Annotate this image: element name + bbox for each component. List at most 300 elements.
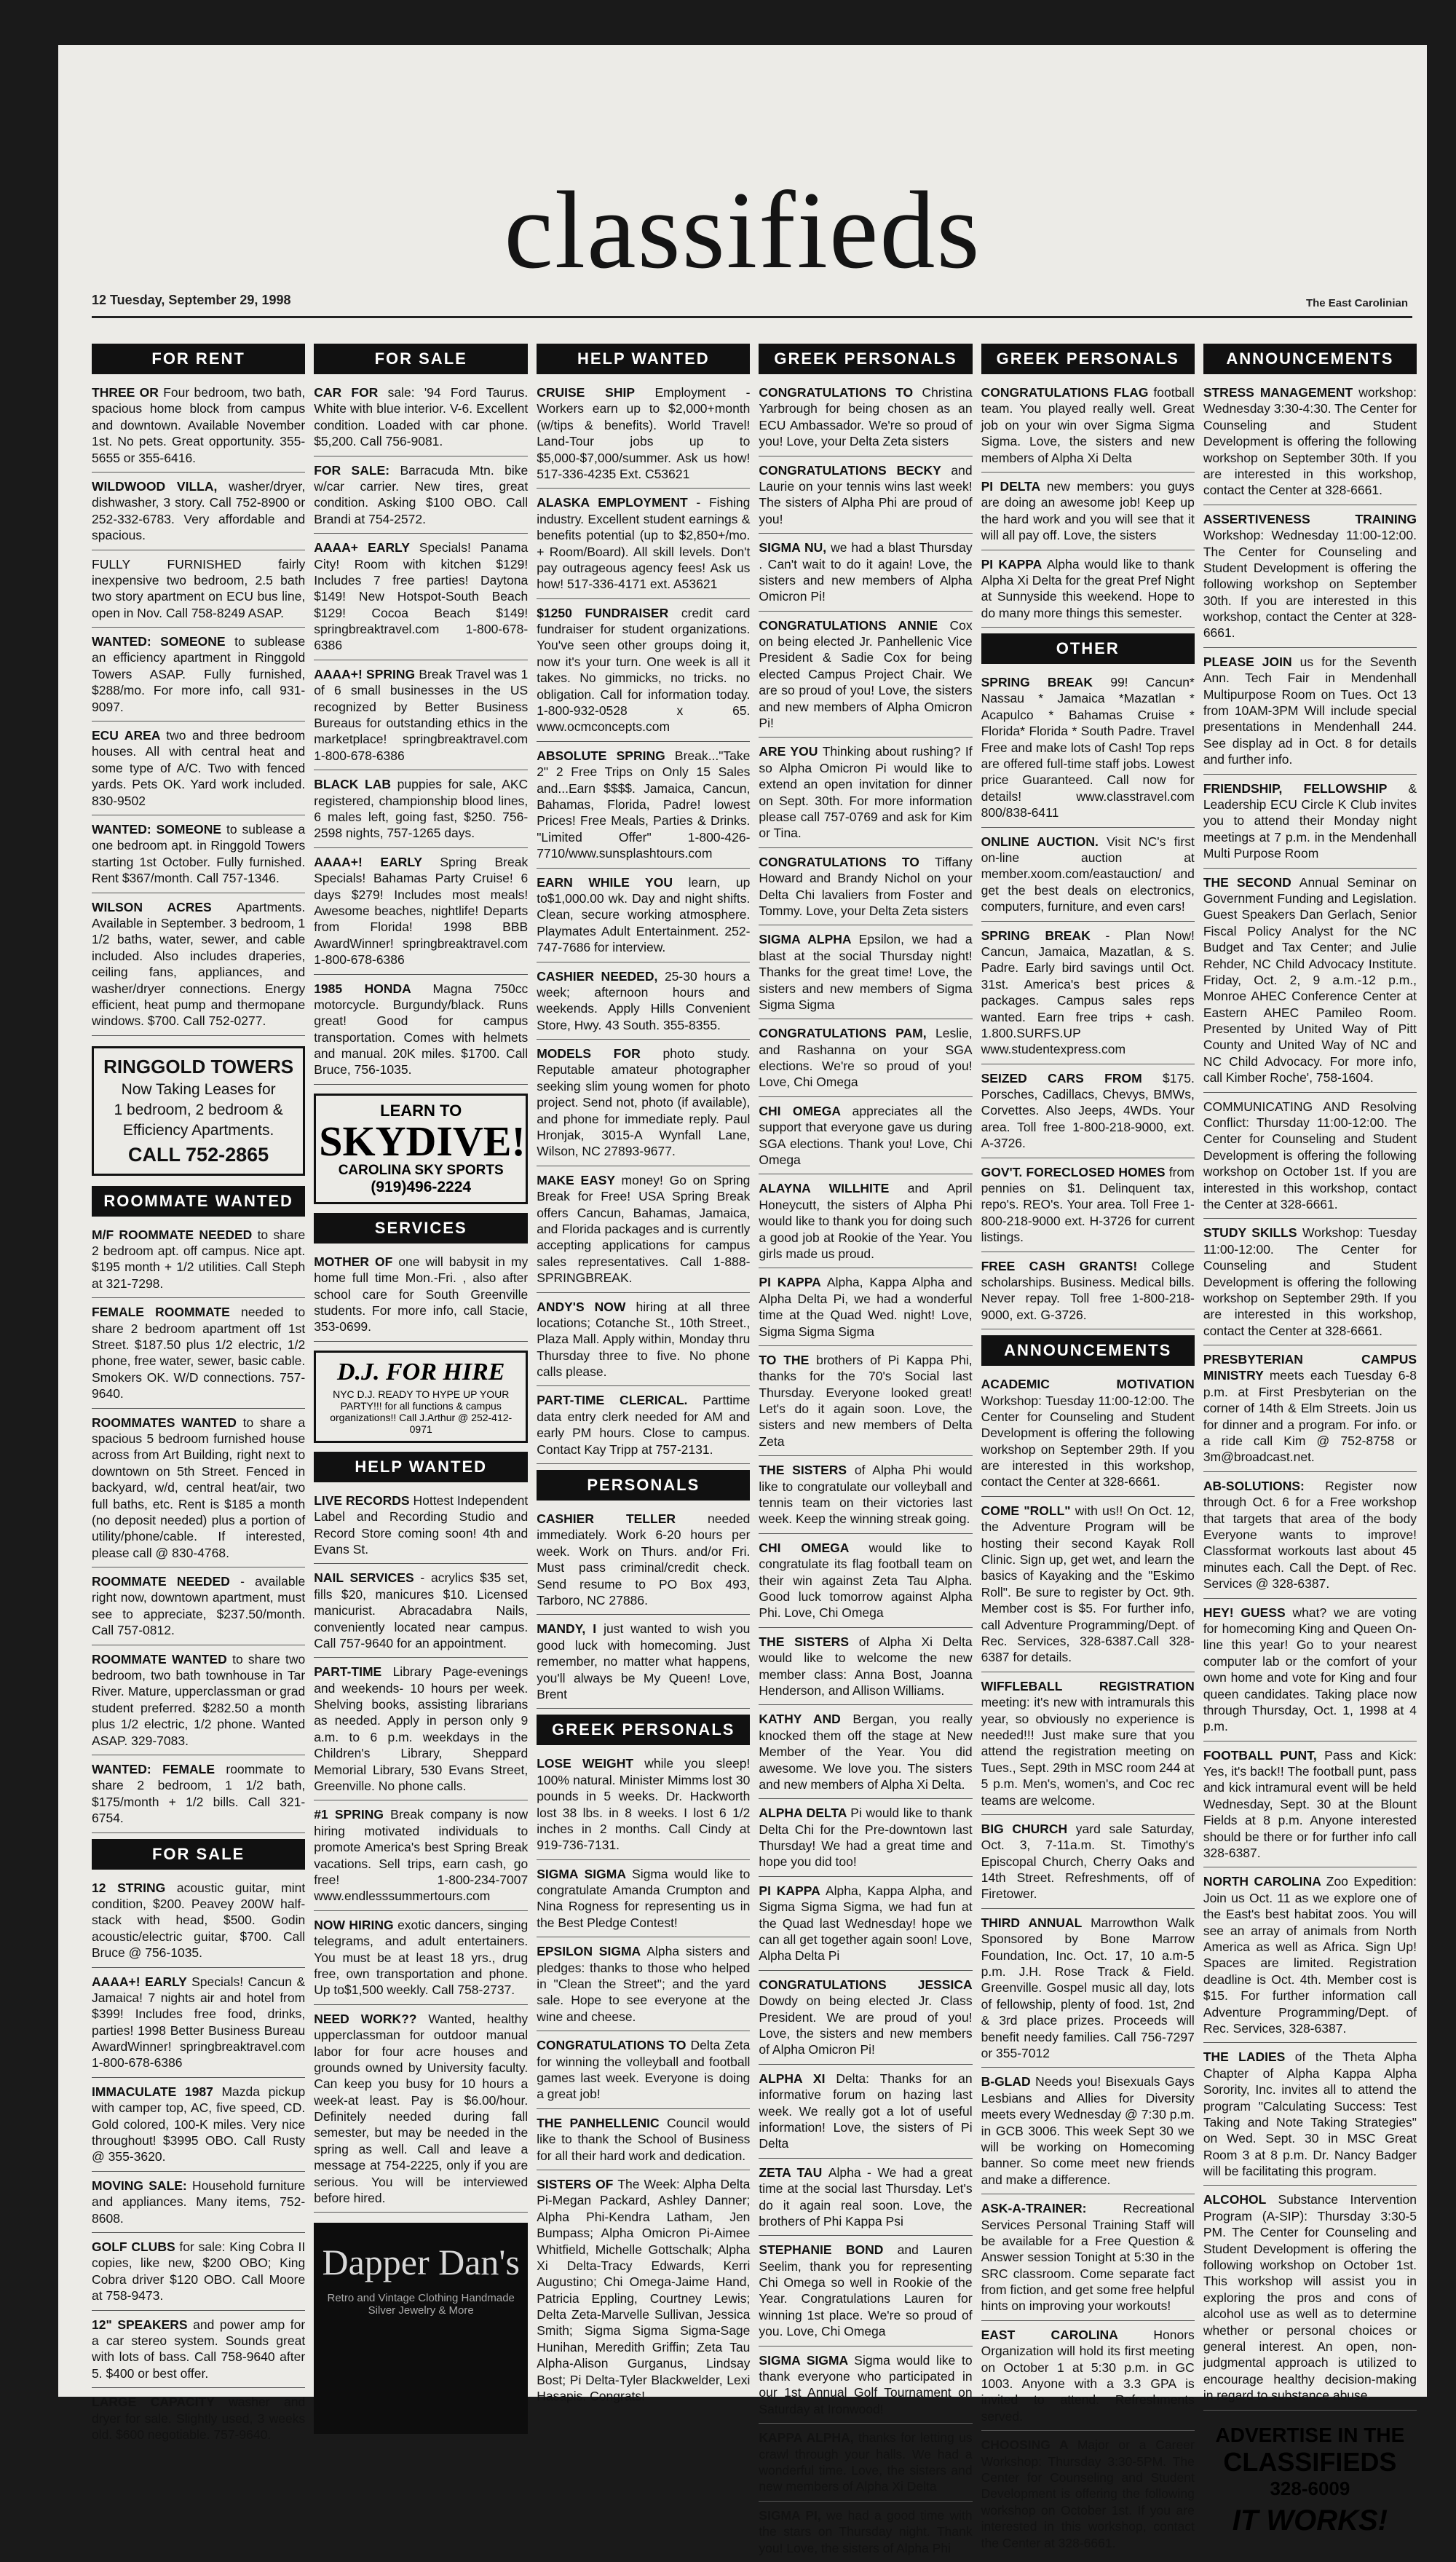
ad-text: to share a spacious 5 bedroom furnished house across from Art Building, right next to downtown on 5th Street. Fenced in backyard, w/d, central heat/air, two full baths, etc. Rent is $185 a month (no deposit needed) plus a portion of utility/phone/cable. If interested, please call @ 830-4768. — [92, 1415, 306, 1560]
advertise-a: ADVERTISE IN THE — [1215, 2423, 1405, 2446]
classified-ad — [537, 1621, 750, 1709]
ad-lead: KATHY AND — [759, 1712, 853, 1727]
ad-lead: TO THE — [759, 1352, 817, 1367]
classified-ad — [92, 2317, 305, 2389]
ad-text: Parttime data entry clerk needed for AM and early PM hours. Close to campus. Contact Kay Tripp at 757-2131. — [537, 1393, 751, 1457]
classified-ad — [981, 1821, 1195, 1909]
ad-lead: CONGRATULATIONS TO — [759, 854, 935, 869]
ad-lead: ALAYNA WILLHITE — [759, 1181, 908, 1196]
ad-lead: WIFFLEBALL REGISTRATION — [981, 1678, 1195, 1693]
ad-lead: THE LADIES — [1203, 2049, 1295, 2065]
classified-ad — [759, 1634, 972, 1706]
classified-ad — [1203, 2191, 1417, 2410]
ad-lead: LARGE CAPACITY — [92, 2395, 229, 2410]
ad-text: Dowdy on being elected Jr. Class President. We are proud of you! Love, the sisters and new members of Alpha Omicron Pi! — [759, 1993, 973, 2057]
classified-ad — [537, 1943, 750, 2031]
classified-ad — [759, 1883, 972, 1971]
dapper-dans-ad — [314, 2223, 528, 2434]
ad-lead: BIG CHURCH — [981, 1821, 1076, 1836]
classified-ad — [981, 1503, 1195, 1672]
ad-lead: ANDY'S NOW — [537, 1299, 636, 1314]
ad-text: of Alpha Phi would like to congratulate our volleyball and tennis team on their victories last week. Keep the winning streak going. — [759, 1463, 973, 1527]
ad-text: of the Theta Alpha Chapter of Alpha Kappa Alpha Sorority, Inc. invites all to attend the program "Calculating Success: Test Taking and Note Taking Strategies" on Wed. Sept. 30 in MSC Great Room 3 at 8 p.m. Dr. Nancy Badger will be facilitating this program. — [1203, 2049, 1417, 2179]
ad-lead: NORTH CAROLINA — [1203, 1874, 1326, 1889]
ad-text: of Alpha Xi Delta would like to welcome the new member class: Anna Bost, Joanna Henderson, and Allison Williams. — [759, 1634, 973, 1698]
ad-lead: AAAA+ EARLY — [314, 540, 419, 556]
classified-ad — [314, 2011, 528, 2213]
ad-text: 99! Cancun* Nassau * Jamaica *Mazatlan * Acapulco * Bahamas Cruise * Florida* Florida * South Padre. Travel Free and make lots of Cash! Top reps are offered full-time staff jobs. Lowest price Guaranteed. Call now for details! www.classtravel.com 800/838-6411 — [981, 675, 1195, 821]
ad-text: College scholarships. Business. Medical bills. Never repay. Toll free 1-800-218-9000, ext. G-3726. — [981, 1258, 1195, 1322]
classified-ad — [314, 1806, 528, 1910]
classified-ad — [314, 1917, 528, 2005]
classified-ad — [92, 2084, 305, 2172]
classified-ad — [981, 1915, 1195, 2068]
ad-text: Delta: Thanks for an informative forum on hazing last week. We really got a lot of useful information! Love, the sisters of Pi Delta — [759, 2071, 973, 2151]
classified-ad — [92, 899, 305, 1036]
classified-ad — [314, 539, 528, 660]
ad-lead: ABSOLUTE SPRING — [537, 748, 675, 763]
section-heading: ANNOUNCEMENTS — [981, 1335, 1195, 1366]
column-6 — [1203, 344, 1417, 2537]
ad-text: Epsilon, we had a blast at the social Thursday night! Thanks for the great time! Love, the sisters and new members of Sigma Sigma Sigma — [759, 932, 973, 1012]
ad-text: - Fishing industry. Excellent student earnings & benefits potential (up to $2,850+/mo. + Room/Board). All skill levels. Don't pay outrageous agency fees! Ask us how! 517-336-4171 ext. A53621 — [537, 495, 751, 592]
ad-text: to share two bedroom, two bath townhouse in Tar River. Mature, upperclassman or grad student preferred. $282.50 a month plus 1/2 electric, 1/2 phone. Wanted ASAP. 329-7083. — [92, 1651, 306, 1748]
ad-text: Alpha - We had a great time at the social last Thursday. Let's do it again real soon. Love, the brothers of Phi Kappa Psi — [759, 2164, 973, 2229]
classified-ad — [1203, 654, 1417, 775]
ad-text: us for the Seventh Ann. Tech Fair in Mendenhall Multipurpose Room on Tues. Oct 13 from 10AM-3PM Will include special presentations in Mendenhall 244. See display ad in Oct. 8 for details and further info. — [1203, 654, 1417, 767]
ad-text: Pi would like to thank Delta Chi for the Pre-downtown last Thursday! We had a great time and hope you did too! — [759, 1806, 973, 1870]
ad-lead: EARN WHILE YOU — [537, 874, 689, 890]
ringgold-towers-ad — [92, 1046, 305, 1176]
ad-text: from pennies on $1. Delinquent tax, repo's. REO's. Your area. Toll Free 1-800-218-9000 ext. H-3726 for current listings. — [981, 1164, 1195, 1245]
classified-ad — [981, 2073, 1195, 2194]
ad-text: washer/dryer, dishwasher, 3 story. Call 752-8900 or 252-332-6783. Very affordable and spacious. — [92, 478, 306, 543]
ad-text: with us!! On Oct. 12, the Adventure Program will be hosting their second Kayak Roll Clinic. Sign up, get wet, and learn the basics of Kayaking and the "Eskimo Roll". Be sure to register by Oct. 9th. Member cost is $5. For further info, call Adventure Programming/Dept. of Rec. Services, 328-6387.Call 328-6387 for details. — [981, 1503, 1195, 1665]
classified-ad — [759, 2507, 972, 2562]
ad-lead: FRIENDSHIP, FELLOWSHIP — [1203, 780, 1409, 796]
ad-text: roommate to share 2 bedroom, 1 1/2 bath, $175/month + 1/2 bills. Call 321-6754. — [92, 1762, 306, 1826]
box-line: Now Taking Leases for — [121, 1080, 276, 1098]
classified-ad — [92, 2394, 305, 2448]
classified-ad — [537, 1866, 750, 1938]
ad-text: Barracuda Mtn. bike w/car carrier. New tires, great condition. Asking $100 OBO. Call Brandi at 754-2572. — [314, 462, 529, 526]
ad-lead: NEED WORK?? — [314, 2011, 429, 2026]
ad-text: and power amp for a car stereo system. Sounds great with lots of bass. Call 758-9640 after 5. $400 or best offer. — [92, 2317, 306, 2381]
advertise-c: 328-6009 — [1270, 2477, 1350, 2499]
classified-ad — [1203, 1225, 1417, 1345]
ad-lead: COME "ROLL" — [981, 1503, 1075, 1518]
classified-ad — [537, 874, 750, 962]
ad-lead: ACADEMIC MOTIVATION — [981, 1377, 1195, 1392]
ad-text: Specials! Panama City! Room with kitchen $129! Includes 7 free parties! Daytona $149! New Hotspot-South Beach $129! Cocoa Beach $149! springbreaktravel.com 1-800-678-6386 — [314, 540, 529, 653]
box-line: Efficiency Apartments. — [122, 1121, 274, 1139]
ad-text: Alpha sisters and pledges: thanks to those who helped in "Clean the Street"; and the yard sale. Hope to see everyone at the wine and cheese. — [537, 1944, 751, 2024]
ad-lead: WILDWOOD VILLA, — [92, 478, 229, 494]
classified-ad — [92, 2239, 305, 2311]
ad-text: two and three bedroom houses. All with central heat and some type of A/C. Two with fenced yards. Pets OK. Yard work included. 830-9502 — [92, 728, 306, 808]
ad-lead: ASK-A-TRAINER: — [981, 2201, 1123, 2216]
classified-ad — [759, 854, 972, 926]
ad-text: Delta Zeta for winning the volleyball and football games last week. Everyone is doing a great job! — [537, 2038, 751, 2102]
ad-lead: CONGRATULATIONS PAM, — [759, 1026, 936, 1041]
ad-text: Tiffany Howard and Brandy Nichol on your Delta Chi lavaliers from Foster and Tommy. Love, your Delta Zeta sisters — [759, 854, 973, 918]
classified-ad — [314, 666, 528, 770]
ad-text: Alpha, Kappa Alpha, and Sigma Sigma Sigma, we had fun at the Quad last Wednesday! hope we can all get together again soon! Love, Alpha Delta Pi — [759, 1883, 973, 1964]
ad-text: - Plan Now! Cancun, Jamaica, Mazatlan, & S. Padre. Early bird savings until Oct. 31st. America's best prices & packages. Campus sales reps wanted. Earn free trips + cash. 1.800.SURFS.UP www.studentexpress.com — [981, 928, 1195, 1057]
classified-ad — [92, 2178, 305, 2233]
classified-ad — [314, 776, 528, 848]
ad-lead: THE SISTERS — [759, 1463, 855, 1478]
ad-text: just wanted to wish you good luck with homecoming. Just remember, no matter what happens, you'll always be My Queen! Love, Brent — [537, 1621, 751, 1701]
dateline: 12 Tuesday, September 29, 1998 — [92, 293, 291, 307]
ad-text: Magna 750cc motorcycle. Burgundy/black. Runs great! Good for campus transportation. Comes with helmets and manual. 20K miles. $1700. Call Bruce, 756-1035. — [314, 981, 529, 1078]
classified-ad — [314, 1492, 528, 1565]
section-heading: GREEK PERSONALS — [759, 344, 972, 374]
ad-text: for sale: King Cobra II copies, like new, $200 OBO; King Cobra driver $120 OBO. Call Moore at 758-9473. — [92, 2239, 306, 2304]
classified-ad — [92, 1651, 305, 1755]
classified-ad — [981, 928, 1195, 1064]
newspaper-page — [58, 45, 1427, 2555]
classified-ad — [92, 1761, 305, 1833]
ad-lead: FEMALE ROOMMATE — [92, 1305, 242, 1320]
classified-ad — [537, 1045, 750, 1166]
classified-ad — [759, 2429, 972, 2502]
classified-ad — [759, 1025, 972, 1097]
ad-text: photo study. Reputable amateur photographer seeking slim young women for photo project. Send not, photo (if available), and phone for immediate reply. Paul Hronjak, 3015-A Wynfall Lane, Wilson, NC 27893-9677. — [537, 1046, 751, 1159]
ad-lead: THE PANHELLENIC — [537, 2115, 667, 2130]
ad-lead: PLEASE JOIN — [1203, 654, 1300, 669]
ad-lead: EAST CAROLINA — [981, 2327, 1154, 2342]
ad-lead: SISTERS OF — [537, 2176, 618, 2191]
section-heading: ROOMMATE WANTED — [92, 1186, 305, 1217]
ad-text: Pass and Kick: Yes, it's back!! The football punt, pass and kick intramural event will be held Wednesday, Sept. 30 at the Blount Fields at 8 p.m. Anyone interested should be there or for further info call 328-6387. — [1203, 1747, 1417, 1861]
classified-ad — [1203, 1747, 1417, 1868]
ad-text: Leslie, and Rashanna on your SGA elections. We're so proud of you! Love, Chi Omega — [759, 1026, 973, 1090]
ad-lead: PI DELTA — [981, 478, 1047, 494]
classified-ad — [537, 968, 750, 1040]
ad-lead: M/F ROOMMATE NEEDED — [92, 1227, 258, 1242]
ad-text: Workshop: Wednesday 11:00-12:00. The Center for Counseling and Student Development is offering the following workshop on September 30th. If you are interested in this workshop, contact the Center at 328-6661. — [1203, 528, 1417, 641]
ad-text: Mazda pickup with camper top, AC, five speed, CD. Gold colored, 100-K miles. Very nice throughout! $3995 OBO. Call Rusty @ 355-3620. — [92, 2084, 306, 2164]
ad-lead: PI KAPPA — [759, 1275, 827, 1290]
ad-lead: 12 STRING — [92, 1880, 177, 1895]
classified-ad — [537, 605, 750, 742]
classified-ad — [314, 1570, 528, 1658]
classified-ad — [1203, 1605, 1417, 1741]
section-heading: SERVICES — [314, 1213, 528, 1244]
classified-ad — [759, 2071, 972, 2159]
classified-ad — [981, 556, 1195, 628]
ad-text: Break Travel was 1 of 6 small businesses in the US recognized by Better Business Bureaus for outstanding ethics in the marketplace! springbreaktravel.com 1-800-678-6386 — [314, 666, 529, 763]
ad-lead: NAIL SERVICES — [314, 1570, 421, 1586]
ad-text: needed immediately. Work 6-20 hours per week. Work on Thurs. and/or Fri. Must pass criminal/credit check. Send resume to PO Box 493, Tarboro, NC 27886. — [537, 1511, 751, 1608]
section-heading: ANNOUNCEMENTS — [1203, 344, 1417, 374]
ad-lead: ALASKA EMPLOYMENT — [537, 495, 697, 510]
classified-ad — [537, 1172, 750, 1293]
classified-ad — [759, 2352, 972, 2424]
ad-lead: ASSERTIVENESS TRAINING — [1203, 511, 1417, 526]
classified-ad — [537, 1511, 750, 1615]
ad-text: $175. Porsches, Cadillacs, Chevys, BMWs, Corvettes. Also Jeeps, 4WDs. Your area. Toll free 1-800-218-9000, ext. A-3726. — [981, 1070, 1195, 1151]
ad-text: money! Go on Spring Break for Free! USA Spring Break offers Cancun, Bahamas, Jamaica, and Florida packages and is currently accepting applications for campus sales representatives. Call 1-888-SPRINGBREAK. — [537, 1172, 751, 1286]
ad-lead: ROOMMATES WANTED — [92, 1415, 243, 1430]
ad-text: Workshop: Tuesday 11:00-12:00. The Center for Counseling and Student Development is offering the following workshop on September 29th. If you are interested in this workshop, contact the Center at 328-6661. — [1203, 1225, 1417, 1338]
classified-ad — [537, 1299, 750, 1387]
classified-ad — [759, 1103, 972, 1175]
dj-a: D.J. FOR HIRE — [336, 1358, 505, 1385]
classified-ad — [759, 1977, 972, 2065]
ad-text: Hottest Independent Label and Recording Studio and Record Store coming soon! 4th and Evans St. — [314, 1492, 529, 1557]
ad-lead: CONGRATULATIONS JESSICA — [759, 1977, 973, 1992]
ad-text: exotic dancers, singing telegrams, and adult entertainers. You must be at least 18 yrs., drug free, own transportation and phone. Up to$1,500 weekly. Call 758-2737. — [314, 1917, 529, 1998]
ad-text: would like to congratulate its flag football team on their win against Zeta Tau Alpha. Good luck tomorrow against Alpha Phi. Love, Chi Omega — [759, 1540, 973, 1621]
ad-lead: SIGMA NU, — [759, 540, 831, 556]
classifieds-columns — [92, 344, 1417, 2555]
ad-text: and April Honeycutt, the sisters of Alpha Phi would like to thank you for doing such a good job at Rookie of the Year. You girls made us proud. — [759, 1181, 973, 1261]
classified-ad — [1203, 2049, 1417, 2186]
skydive-a: LEARN TO — [380, 1101, 462, 1120]
ad-lead: MAKE EASY — [537, 1172, 622, 1187]
ad-lead: AAAA+! EARLY — [314, 854, 440, 869]
ad-lead: PRESBYTERIAN CAMPUS MINISTRY — [1203, 1352, 1417, 1383]
ad-lead: SIGMA PI, — [759, 2507, 826, 2523]
classified-ad — [314, 981, 528, 1085]
skydive-c: CAROLINA SKY SPORTS — [338, 1162, 504, 1178]
ad-text: thanks for letting us crawl through your halls. We had a wonderful time. Love, the sisters and new members of Alpha Xi Delta — [759, 2430, 973, 2494]
ad-text: brothers of Pi Kappa Phi, thanks for the 70's Social last Thursday. Everyone looked great! Let's do it again soon. Love, the sisters and new members of Delta Zeta — [759, 1352, 973, 1449]
ad-text: yard sale Saturday, Oct. 3, 7-11a.m. St. Timothy's Episcopal Church, Cherry Oaks and 14th Street. Refreshments, off of Firetower. — [981, 1821, 1195, 1902]
ad-lead: THE SECOND — [1203, 874, 1299, 890]
ad-text: - acrylics $35 set, fills $20, manicures $10. Licensed manicurist. Abracadabra Nails, conveniently located near campus. Call 757-9640 for an appointment. — [314, 1570, 529, 1650]
classified-ad — [981, 2437, 1195, 2557]
classified-ad — [1203, 874, 1417, 1093]
advertise-b: CLASSIFIEDS — [1223, 2446, 1397, 2477]
ad-lead: CHI OMEGA — [759, 1540, 869, 1555]
ad-lead: LOSE WEIGHT — [537, 1756, 645, 1771]
ad-text: Specials! Cancun & Jamaica! 7 nights air and hotel from $399! Includes free food, drinks, parties! 1998 Better Business Bureau AwardWinner! springbreaktravel.com 1-800-678-6386 — [92, 1974, 306, 2071]
ad-lead: ROOMMATE WANTED — [92, 1651, 233, 1667]
ad-text: and Lauren Seelim, thank you for representing Chi Omega so well in Rookie of the Year. Congratulations Lauren for winning 1st place. We're so proud of you. Love, Chi Omega — [759, 2242, 973, 2339]
classified-ad — [981, 1258, 1195, 1330]
ad-text: to share 2 bedroom apt. off campus. Nice apt. $195 month + 1/2 utilities. Call Steph at 321-7298. — [92, 1227, 306, 1291]
ad-text: learn, up to$1,000.00 wk. Day and night shifts. Clean, secure working atmosphere. Playmates Adult Entertainment. 252-747-7686 for interview. — [537, 874, 751, 955]
ad-lead: SIGMA SIGMA — [537, 1866, 633, 1881]
ad-lead: MOVING SALE: — [92, 2178, 193, 2193]
classified-ad — [759, 617, 972, 738]
box-line: 1 bedroom, 2 bedroom & — [114, 1101, 283, 1118]
ad-text: Sigma would like to thank everyone who participated in our 1st Annual Golf Tournament on Saturday at Ironwood! — [759, 2352, 973, 2416]
ad-lead: THREE OR — [92, 385, 164, 400]
classified-ad — [92, 1227, 305, 1299]
ad-text: Alpha would like to thank Alpha Xi Delta for the great Pref Night at Sunnyside this weekend. Hope to do many more things this semester. — [981, 556, 1195, 620]
classified-ad — [1203, 1478, 1417, 1599]
classified-ad — [537, 2115, 750, 2170]
classified-ad — [981, 1376, 1195, 1497]
ad-lead: NOW HIRING — [314, 1917, 398, 1932]
dapper-a: Dapper Dan's — [322, 2242, 520, 2283]
masthead-rule — [92, 316, 1412, 318]
classified-ad — [759, 1462, 972, 1534]
ad-lead: CASHIER TELLER — [537, 1511, 708, 1527]
ad-lead: WANTED: FEMALE — [92, 1762, 226, 1776]
ad-text: Break company is now hiring motivated individuals to promote America's best Spring Break vacations. Sell trips, earn cash, go free! 1-800-234-7007 www.endlesssummertours.com — [314, 1807, 529, 1904]
ad-text: Visit NC's first on-line auction at member.xoom.com/eastauction/ and get the best deals on electronics, computers, furniture, and even cars! — [981, 834, 1195, 914]
classified-ad — [537, 2176, 750, 2410]
classified-ad — [92, 1304, 305, 1408]
ad-lead: PI KAPPA — [981, 556, 1047, 572]
ad-text: Spring Break Specials! Bahamas Party Cruise! 6 days $279! Includes most meals! Awesome beaches, nightlife! Departs from Florida! 1998 BBB AwardWinner! springbreaktravel.com 1-800-678-6386 — [314, 854, 529, 968]
ad-text: COMMUNICATING AND Resolving Conflict: Thursday 11:00-12:00. The Center for Counseling and Student Development is offering the following workshop on October 1st. If you are interested in this workshop, contact the Center at 328-6661. — [1203, 1099, 1417, 1211]
ad-lead: ONLINE AUCTION. — [981, 834, 1107, 849]
ad-text: Register now through Oct. 6 for a Free workshop that targets that area of the body Everyone wants to improve! Classformat workouts last about 45 minutes each. Call the Dept. of Rec. Services @ 328-6387. — [1203, 1478, 1417, 1592]
ad-lead: 1985 HONDA — [314, 981, 433, 996]
ad-text: & Leadership ECU Circle K Club invites you to attend their Monday night meetings at 7 p.m. in the Mendenhall Multi Purpose Room — [1203, 780, 1417, 861]
classified-ad — [981, 2327, 1195, 2431]
classified-ad — [92, 556, 305, 628]
ad-lead: CONGRATULATIONS TO — [537, 2038, 691, 2053]
ad-lead: EPSILON SIGMA — [537, 1944, 647, 1959]
classified-ad — [1203, 1873, 1417, 2043]
classified-ad — [981, 1678, 1195, 1815]
ad-lead: ALPHA XI — [759, 2071, 836, 2086]
ad-lead: CHOOSING A — [981, 2438, 1077, 2453]
classified-ad — [92, 478, 305, 550]
skydive-ad — [314, 1094, 528, 1204]
classified-ad — [92, 1573, 305, 1645]
ad-lead: WANTED: SOMEONE — [92, 634, 235, 649]
ad-lead: CAR FOR — [314, 385, 388, 400]
ad-lead: PART-TIME CLERICAL. — [537, 1393, 703, 1408]
ad-lead: ALCOHOL — [1203, 2192, 1278, 2207]
column-5 — [981, 344, 1195, 2550]
classified-ad — [92, 633, 305, 721]
classified-ad — [759, 1805, 972, 1877]
ad-lead: CONGRATULATIONS TO — [759, 385, 922, 400]
ad-lead: AAAA+! SPRING — [314, 666, 419, 681]
classified-ad — [537, 384, 750, 489]
column-3 — [537, 344, 751, 2404]
classified-ad — [314, 384, 528, 456]
ad-lead: B-GLAD — [981, 2074, 1036, 2089]
classified-ad — [759, 1274, 972, 1346]
classified-ad — [981, 1070, 1195, 1158]
ad-text: Apartments. Available in September. 3 bedroom, 1 1/2 baths, water, sewer, and cable included. Also includes draperies, ceiling fans, appliances, and washer/dryer connections. Energy efficient, heat pump and thermopane windows. $700. Call 752-0277. — [92, 899, 306, 1029]
ad-lead: PI KAPPA — [759, 1883, 826, 1898]
ad-lead: THE SISTERS — [759, 1634, 859, 1649]
ad-lead: MODELS FOR — [537, 1046, 663, 1061]
ad-lead: CONGRATULATIONS FLAG — [981, 385, 1154, 400]
ad-lead: ARE YOU — [759, 744, 823, 759]
ad-lead: STEPHANIE BOND — [759, 2242, 898, 2258]
section-heading: HELP WANTED — [314, 1452, 528, 1482]
section-heading: HELP WANTED — [537, 344, 750, 374]
classified-ad — [314, 462, 528, 534]
classified-ad — [314, 1664, 528, 1800]
ad-text: to sublease a one bedroom apt. in Ringgold Towers starting 1st October. Fully furnished. Rent $367/month. Call 757-1346. — [92, 821, 306, 886]
classified-ad — [537, 748, 750, 869]
ad-text: hiring at all three locations; Cotanche St., 10th Street., Plaza Mall. Apply within, Monday thru Thursday three to five. No phone calls please. — [537, 1299, 751, 1380]
ad-text: Cox on being elected Jr. Panhellenic Vice President & Sadie Cox for being elected Campus Project Chair. We are so proud of you! Love, the sisters and new members of Alpha Omicron Pi! — [759, 617, 973, 731]
ad-text: Annual Seminar on Government Funding and Legislation. Guest Speakers Dan Gerlach, Senior Fiscal Policy Analyst for the NC Budget and Tax Center; and Julie Rehder, NC Child Advocacy Institute. Friday, Oct. 2, 9 a.m.-12 p.m., Monroe AHEC Conference Center at Eastern AHEC Pamileo Room. Presented by United Way of Pitt County and United Way of NC and NC Child Advocacy. For more info, call Kimber Roche', 758-1604. — [1203, 874, 1417, 1086]
ad-lead: CONGRATULATIONS BECKY — [759, 462, 951, 478]
ad-lead: LIVE RECORDS — [314, 1492, 414, 1508]
ad-text: and Laurie on your tennis wins last week! The sisters of Alpha Phi are proud of you! — [759, 462, 973, 526]
advertise-classifieds-ad — [1203, 2424, 1417, 2537]
classified-ad — [1203, 780, 1417, 869]
paper-name: The East Carolinian — [1305, 297, 1408, 309]
classified-ad — [759, 931, 972, 1019]
ad-lead: PART-TIME — [314, 1664, 393, 1680]
classified-ad — [1203, 1099, 1417, 1219]
ad-lead: FOOTBALL PUNT, — [1203, 1747, 1325, 1763]
ad-lead: IMMACULATE 1987 — [92, 2084, 222, 2099]
classified-ad — [759, 1180, 972, 1268]
ad-text: Alpha, Kappa Alpha and Alpha Delta Pi, we had a wonderful time at the Quad Wed. night! Love, Sigma Sigma Sigma — [759, 1275, 973, 1339]
classified-ad — [981, 834, 1195, 922]
section-heading: OTHER — [981, 633, 1195, 664]
ad-lead: AAAA+! EARLY — [92, 1974, 192, 1989]
skydive-d: (919)496-2224 — [371, 1178, 472, 1195]
classified-ad — [759, 462, 972, 534]
classified-ad — [314, 1254, 528, 1342]
classified-ad — [92, 1415, 305, 1568]
ad-lead: #1 SPRING — [314, 1807, 391, 1822]
ad-text: sale: '94 Ford Taurus. White with blue interior. V-6. Excellent condition. Loaded with car phone. $5,200. Call 756-9081. — [314, 385, 529, 449]
ad-text: The Week: Alpha Delta Pi-Megan Packard, Ashley Danner; Alpha Phi-Kendra Latham, Jen Bumpass; Alpha Omicron Pi-Aimee Whitfield, Michelle Gottschalk; Alpha Xi Delta-Tracy Edwards, Kerri Augustino; Chi Omega-Jaime Hand, Patricia Eppling, Courtney Lewis; Delta Zeta-Marvelle Sullivan, Jessica Smith; Sigma Sigma Sigma-Sage Hunihan, Meredith Griffin; Zeta Tau Alpha-Alison Gurganus, Lindsay Bost; Pi Delta-Tyler Blackwelder, Lexi Hasapis. Congrats! — [537, 2176, 751, 2404]
ad-lead: THIRD ANNUAL — [981, 1915, 1091, 1930]
ad-lead: STUDY SKILLS — [1203, 1225, 1303, 1241]
classified-ad — [759, 1711, 972, 1799]
classified-ad — [537, 494, 750, 598]
ad-lead: FREE CASH GRANTS! — [981, 1258, 1152, 1273]
classified-ad — [759, 539, 972, 612]
ad-lead: CHI OMEGA — [759, 1103, 852, 1118]
classified-ad — [981, 1164, 1195, 1252]
ad-lead: WILSON ACRES — [92, 899, 237, 914]
ad-text: Substance Intervention Program (A-SIP): Thursday 3:30-5 PM. The Center for Counseling and Student Development is offering the following workshop on October 1st. This workshop will assist you in exploring the pros and cons of alcohol use as well as to determine whether or personal choices or general interest. An open, non-judgmental approach is utilized to encourage healthy decision-making in regard to substance abuse. — [1203, 2192, 1417, 2403]
ad-text: Sigma would like to congratulate Amanda Crumpton and Nina Rogness for representing us in the Best Pledge Contest! — [537, 1866, 751, 1930]
classified-ad — [92, 821, 305, 893]
ad-text: workshop: Wednesday 3:30-4:30. The Center for Counseling and Student Development is offering the following workshop on September 30th. If you are interested in this workshop, contact the Center at 328-6661. — [1203, 385, 1417, 498]
ad-text: Council would like to thank the School of Business for all their hard work and dedication. — [537, 2115, 751, 2163]
ad-lead: GOV'T. FORECLOSED HOMES — [981, 1164, 1169, 1179]
ad-lead: STRESS MANAGEMENT — [1203, 385, 1359, 400]
classified-ad — [759, 384, 972, 456]
column-2 — [314, 344, 528, 2382]
dj-b: NYC D.J. READY TO HYPE UP YOUR PARTY!!! for all functions & campus organizations!! Call J.Arthur @ 252-412-0971 — [330, 1388, 513, 1435]
ad-text: needed to share 2 bedroom apartment off 1st Street. $187.50 plus 1/2 electric, 1/2 phone, free water, sewer, basic cable. Smokers OK. W/D connections. 757-9640. — [92, 1305, 306, 1401]
ad-text: Thinking about rushing? If so Alpha Omicron Pi would like to extend an open invitation for dinner on Sept. 30th. For more information please call 757-0769 and ask for Kim or Tina. — [759, 744, 973, 841]
ad-lead: FOR SALE: — [314, 462, 400, 478]
ad-text: 25-30 hours a week; afternoon hours and weekends. Apply Hills Convenient Store, Hwy. 43 South. 355-8355. — [537, 968, 751, 1032]
ad-text: Honors Organization will hold its first meeting on October 1 at 5:30 p.m. in GC 1003. Anyone with a 3.3 GPA is invited to attend. Refreshments served. — [981, 2327, 1195, 2424]
ad-lead: KAPPA ALPHA, — [759, 2430, 859, 2446]
ad-lead: SIGMA SIGMA — [759, 2352, 855, 2368]
ad-lead: SPRING BREAK — [981, 675, 1111, 690]
ad-lead: SEIZED CARS FROM — [981, 1070, 1163, 1086]
classified-ad — [92, 1880, 305, 1968]
ad-text: Library Page-evenings and weekends- 10 hours per week. Shelving books, assisting librarians as needed. Apply in person only 9 a.m. to 6 p.m. weekdays in the Children's Library, Sheppard Memorial Library, 530 Evans Street, Greenville. No phone calls. — [314, 1664, 529, 1794]
ad-text: - available right now, downtown apartment, must see to appreciate, $237.50/month. Call 757-0812. — [92, 1574, 306, 1638]
ad-text: Zoo Expedition: Join us Oct. 11 as we explore one of the East's best habitat zoos. You will see an array of animals from North America as well as Africa. Sign Up! Spaces are limited. Registration deadline is Oct. 4th. Member cost is $15. For further information call Adventure Programming/Dept. of Rec. Services, 328-6387. — [1203, 1874, 1417, 2036]
classified-ad — [1203, 511, 1417, 648]
ad-text: Christina Yarbrough for being chosen as an ECU Ambassador. We're so proud of you! Love, your Delta Zeta sisters — [759, 385, 973, 449]
ad-text: Bergan, you really knocked them off the stage at New Member of the Year. You did awesome. We love you. The sisters and new members of Alpha Xi Delta. — [759, 1712, 973, 1792]
ad-text: FULLY FURNISHED fairly inexpensive two bedroom, 2.5 bath two story apartment on ECU bus line, open in Nov. Call 758-8249 ASAP. — [92, 556, 306, 620]
ad-lead: BLACK LAB — [314, 777, 397, 792]
ad-text: we had a blast Thursday . Can't wait to do it again! Love, the sisters and new members of Alpha Omicron Pi! — [759, 540, 973, 604]
classified-ad — [537, 1755, 750, 1859]
